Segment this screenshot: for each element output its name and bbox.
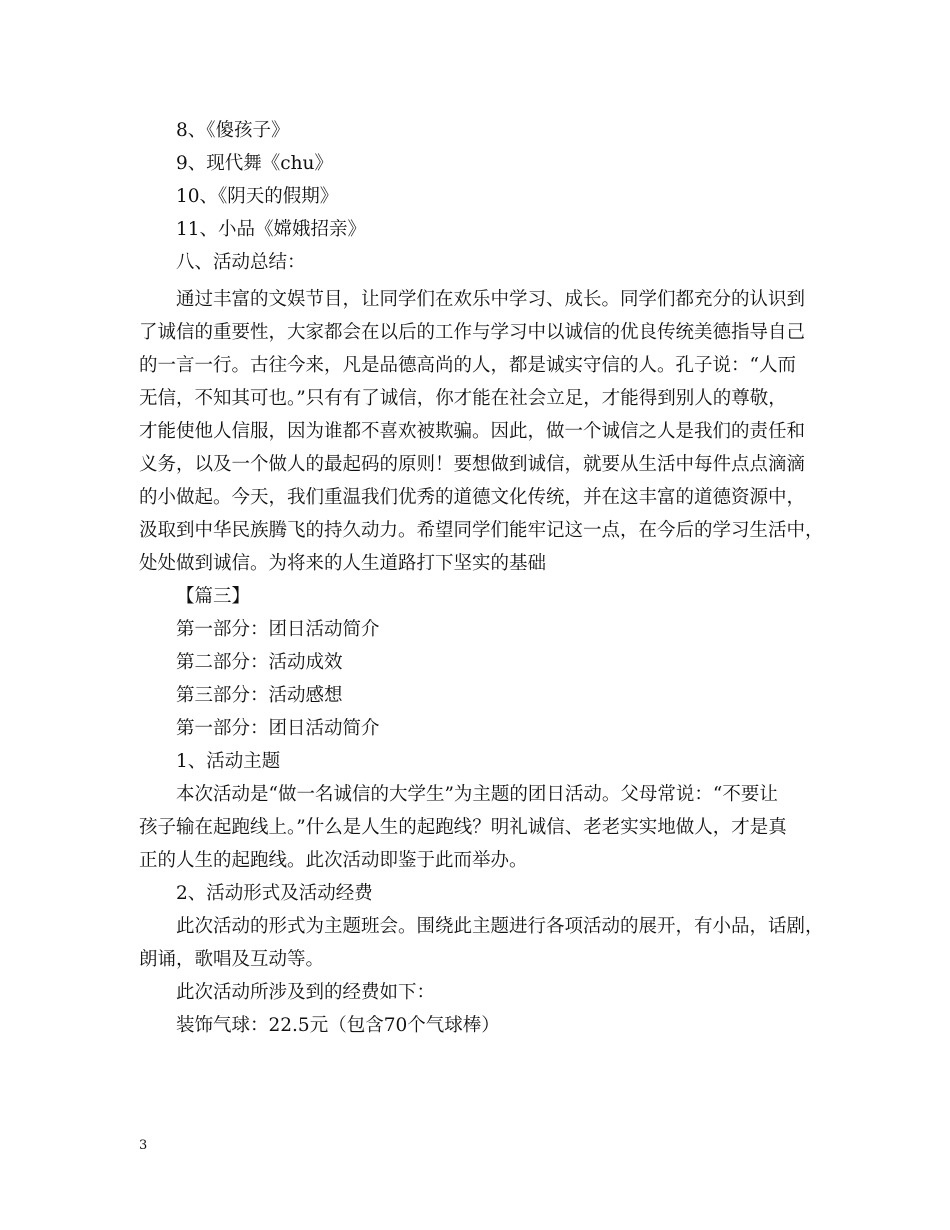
outline-item: 第一部分：团日活动简介	[176, 619, 380, 640]
paragraph-line: 义务，以及一个做人的最起码的原则！要想做到诚信，就要从生活中每件点点滴滴	[139, 454, 806, 475]
list-item: 10、《阴天的假期》	[176, 186, 339, 207]
paragraph-line: 无信，不知其可也。”只有有了诚信，你才能在社会立足，才能得到别人的尊敬，	[139, 388, 787, 409]
paragraph-line: 此次活动所涉及到的经费如下：	[176, 982, 436, 1003]
list-item: 9、现代舞《chu》	[176, 153, 333, 174]
expense-item: 装饰气球：22.5元（包含70个气球棒）	[176, 1015, 500, 1036]
paragraph-line: 的一言一行。古往今来，凡是品德高尚的人，都是诚实守信的人。孔子说：“人而	[139, 355, 796, 376]
paragraph-line: 本次活动是“做一名诚信的大学生”为主题的团日活动。父母常说：“不要让	[176, 784, 778, 805]
outline-item: 第三部分：活动感想	[176, 685, 343, 706]
paragraph-line: 汲取到中华民族腾飞的持久动力。希望同学们能牢记这一点，在今后的学习生活中，	[139, 520, 824, 541]
outline-item: 第二部分：活动成效	[176, 652, 343, 673]
paragraph-line: 此次活动的形式为主题班会。围绕此主题进行各项活动的展开，有小品，话剧，	[176, 916, 824, 937]
outline-item: 第一部分：团日活动简介	[176, 718, 380, 739]
paragraph-line: 才能使他人信服，因为谁都不喜欢被欺骗。因此，做一个诚信之人是我们的责任和	[139, 421, 806, 442]
paragraph-line: 的小做起。今天，我们重温我们优秀的道德文化传统，并在这丰富的道德资源中，	[139, 487, 806, 508]
section-heading: 八、活动总结：	[176, 252, 306, 273]
paragraph-line: 孩子输在起跑线上。”什么是人生的起跑线？明礼诚信、老老实实地做人，才是真	[139, 817, 787, 838]
paragraph-line: 朗诵，歌唱及互动等。	[139, 949, 325, 970]
paragraph-line: 处处做到诚信。为将来的人生道路打下坚实的基础	[139, 553, 547, 574]
subsection-heading: 1、活动主题	[176, 751, 281, 772]
paragraph-line: 通过丰富的文娱节目，让同学们在欢乐中学习、成长。同学们都充分的认识到	[176, 289, 806, 310]
part-heading: 【篇三】	[176, 586, 251, 607]
subsection-heading: 2、活动形式及活动经费	[176, 883, 373, 904]
paragraph-line: 了诚信的重要性，大家都会在以后的工作与学习中以诚信的优良传统美德指导自己	[139, 322, 806, 343]
list-item: 11、小品《嫦娥招亲》	[176, 219, 367, 240]
paragraph-line: 正的人生的起跑线。此次活动即鉴于此而举办。	[139, 850, 528, 871]
page-number: 3	[139, 1138, 148, 1153]
list-item: 8、《傻孩子》	[176, 120, 290, 141]
